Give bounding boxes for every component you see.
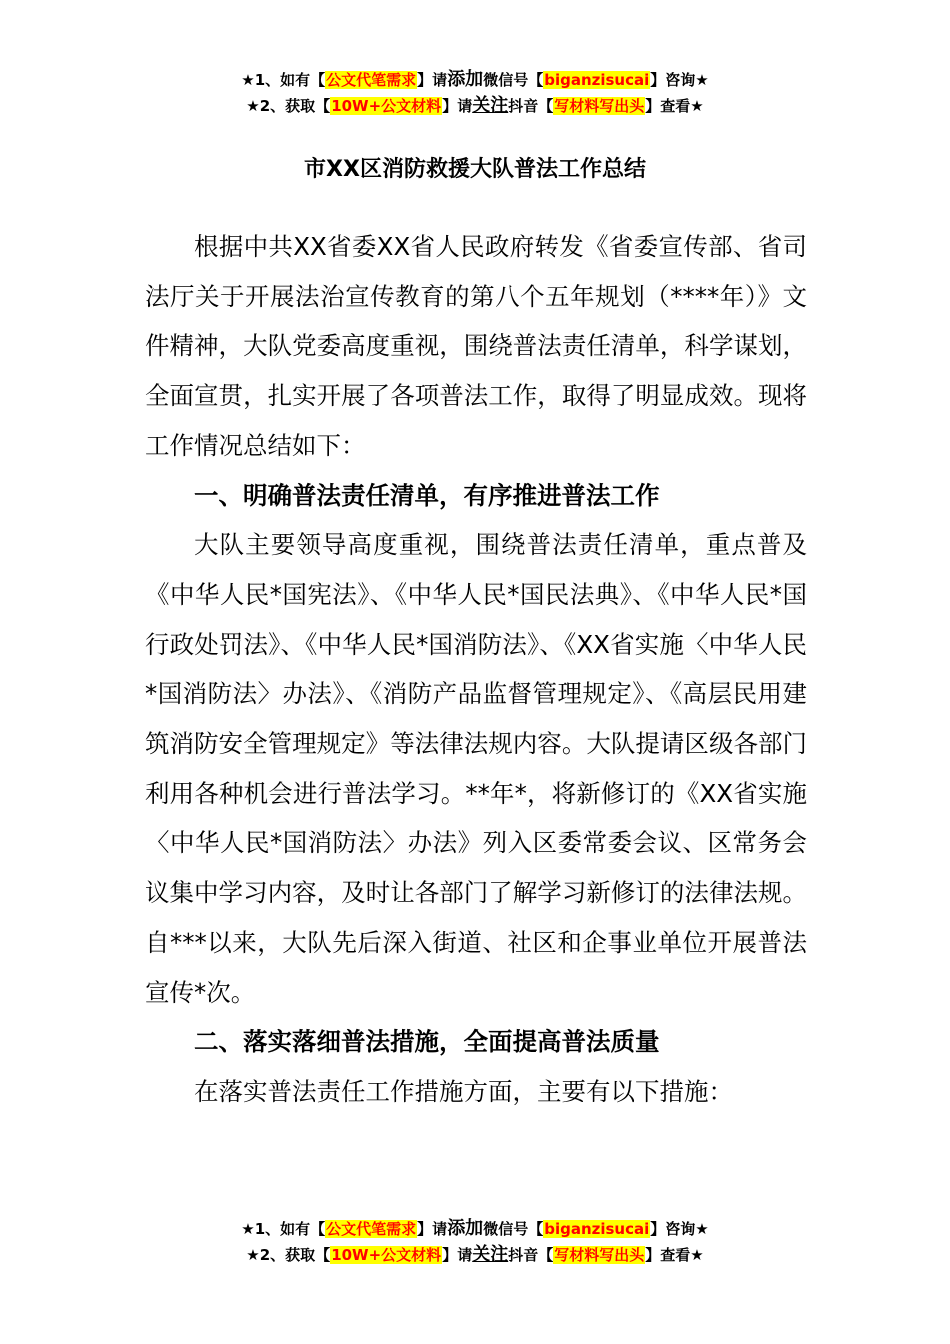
highlight-text: 10W+公文材料 — [331, 97, 442, 115]
banner-text: 】请 — [417, 71, 448, 89]
emphasis-text: 添加 — [447, 69, 484, 90]
banner-text: ★2、获取【 — [246, 1246, 331, 1264]
banner-line-1 — [0, 1216, 950, 1242]
banner-line-1 — [0, 67, 950, 93]
banner-text: ★1、如有【 — [241, 1220, 326, 1238]
banner-text: 】查看★ — [645, 1246, 704, 1264]
banner-text: 微信号【 — [483, 1220, 544, 1238]
banner-line-2 — [0, 93, 950, 119]
header-banner — [0, 67, 950, 119]
banner-text: 微信号【 — [483, 71, 544, 89]
highlight-text: 公文代笔需求 — [326, 1220, 417, 1238]
douyin-id-highlight: 写材料写出头 — [554, 1246, 645, 1264]
banner-text: 】咨询★ — [650, 1220, 709, 1238]
banner-text: 】咨询★ — [650, 71, 709, 89]
banner-text: 】查看★ — [645, 97, 704, 115]
document-body — [145, 222, 807, 1117]
banner-text: 】请 — [417, 1220, 448, 1238]
section-heading-2: 二、落实落细普法措施，全面提高普法质量 — [194, 1027, 660, 1057]
footer-banner — [0, 1216, 950, 1268]
document-title: 市XX区消防救援大队普法工作总结 — [304, 157, 646, 182]
emphasis-text: 关注 — [472, 1244, 509, 1265]
douyin-id-highlight: 写材料写出头 — [554, 97, 645, 115]
highlight-text: 10W+公文材料 — [331, 1246, 442, 1264]
banner-line-2 — [0, 1242, 950, 1268]
banner-text: 】请 — [442, 1246, 473, 1264]
section-heading-1: 一、明确普法责任清单，有序推进普法工作 — [194, 480, 660, 510]
banner-text: ★1、如有【 — [241, 71, 326, 89]
banner-text: ★2、获取【 — [246, 97, 331, 115]
banner-text: 】请 — [442, 97, 473, 115]
banner-text: 抖音【 — [508, 97, 554, 115]
banner-text: 抖音【 — [508, 1246, 554, 1264]
section-1-paragraph: 大队主要领导高度重视，围绕普法责任清单，重点普及《中华人民*国宪法》、《中华人民*国民法典》、《中华人民*国行政处罚法》、《中华人民*国消防法》、《XX省实施〈中华人民*国消防法〉办法》、《消防产品监督管理规定》、《高层民用建筑消防安全管理规定》等法律法规内容。大队提请区级各部门利用各种机会进行普法学习。**年*，将新修订的《XX省实施〈中华人民*国消防法〉办法》列入区委常委会议、区常务会议集中学习内容，及时让各部门了解学习新修订的法律法规。自***以来，大队先后深入街道、社区和企事业单位开展普法宣传*次。 — [145, 530, 807, 1007]
highlight-text: 公文代笔需求 — [326, 71, 417, 89]
emphasis-text: 关注 — [472, 95, 509, 116]
wechat-id-highlight: biganzisucai — [544, 71, 650, 89]
emphasis-text: 添加 — [447, 1218, 484, 1239]
intro-paragraph: 根据中共XX省委XX省人民政府转发《省委宣传部、省司法厅关于开展法治宣传教育的第八个五年规划（****年）》文件精神，大队党委高度重视，围绕普法责任清单，科学谋划，全面宣贯，扎实开展了各项普法工作，取得了明显成效。现将工作情况总结如下： — [145, 232, 807, 460]
wechat-id-highlight: biganzisucai — [544, 1220, 650, 1238]
section-2-paragraph: 在落实普法责任工作措施方面，主要有以下措施： — [194, 1076, 733, 1106]
